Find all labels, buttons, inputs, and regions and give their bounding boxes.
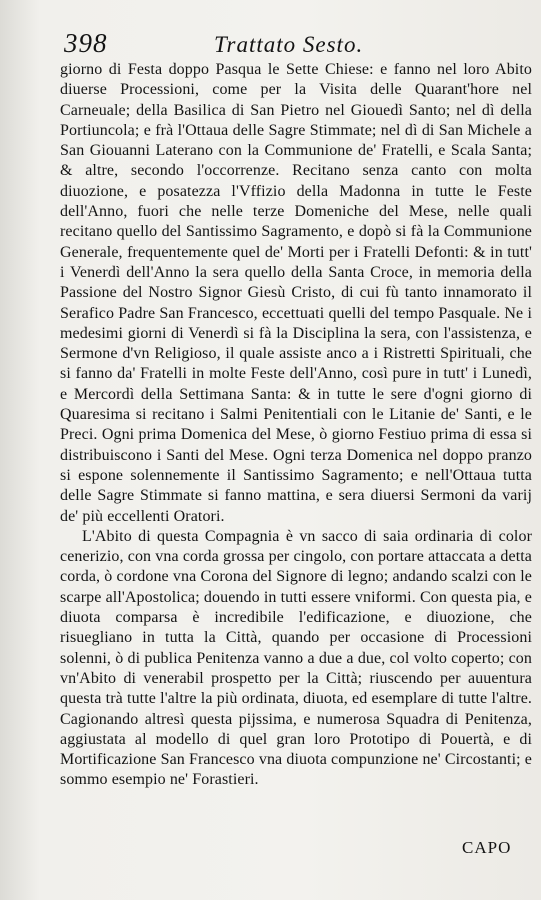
page-number: 398 bbox=[64, 28, 108, 58]
body-text bbox=[60, 60, 532, 791]
catchword: CAPO bbox=[462, 838, 512, 857]
running-head: Trattato Sesto. bbox=[214, 32, 364, 57]
paragraph: giorno di Festa doppo Pasqua le Sette Chiese: e fanno nel loro Abito diuerse Processioni, come per la Visita delle Quarant'hore nel Carneuale; della Basilica di San Pietro nel Giouedì Santo; nel dì della Portiuncola; e frà l'Ottaua delle Sagre Stimmate; nel dì di San Michele a San Giouanni Laterano con la Communione de' Fratelli, e Scala Santa; & altre, secondo l'occorrenze. Recitano senza canto con molta diuozione, e posatezza l'Vffizio della Madonna in tutte le Feste dell'Anno, fuori che nelle terze Domeniche del Mese, nelle quali recitano quello del Santissimo Sagramento, e dopò si fà la Communione Generale, frequentemente quel de' Morti per i Fratelli Defonti: & in tutt' i Venerdì dell'Anno la sera quello della Santa Croce, in memoria della Passione del Nostro Signor Giesù Cristo, di cui fù tanto innamorato il Serafico Padre San Francesco, eccettuati quelli del tempo Pasquale. Ne i medesimi giorni di Venerdì si fà la Disciplina la sera, con l'assistenza, e Sermone d'vn Religioso, il quale assiste anco a i Ristretti Spirituali, che si fanno da' Fratelli in molte Feste dell'Anno, così pure in tutt' i Lunedì, e Mercordì della Settimana Santa: & in tutte le sere d'ogni giorno di Quaresima si recitano i Salmi Penitentiali con le Litanie de' Santi, e le Preci. Ogni prima Domenica del Mese, ò giorno Festiuo prima di essa si distribuiscono i Santi del Mese. Ogni terza Domenica nel doppo pranzo si espone solennemente il Santissimo Sagramento; e nell'Ottaua tutta delle Sagre Stimmate si fanno mattina, e sera diuersi Sermoni da varij de' più eccellenti Oratori. bbox=[60, 61, 532, 525]
page-header bbox=[64, 28, 484, 62]
paragraph: L'Abito di questa Compagnia è vn sacco di saia ordinaria di color cenerizio, con vna corda grossa per cingolo, con portare attaccata a detta corda, ò cordone vna Corona del Signore di legno; andando scalzi con le scarpe all'Apostolica; douendo in tutti essere vniformi. Con questa pia, e diuota comparsa è incredibile l'edificazione, e diuozione, che risuegliano in tutta la Città, quando per occasione di Processioni solenni, ò di publica Penitenza vanno a due a due, col volto coperto; con vn'Abito di venerabil prospetto per la Città; riuscendo per auuentura questa trà tutte l'altre la più ordinata, diuota, ed esemplare di tutte l'altre. Cagionando altresì questa pijssima, e numerosa Squadra di Penitenza, aggiustata al modello di quel gran loro Prototipo di Pouertà, e di Mortificazione San Francesco vna diuota compunzione ne' Circostanti; e sommo esempio ne' Forastieri. bbox=[60, 527, 532, 789]
